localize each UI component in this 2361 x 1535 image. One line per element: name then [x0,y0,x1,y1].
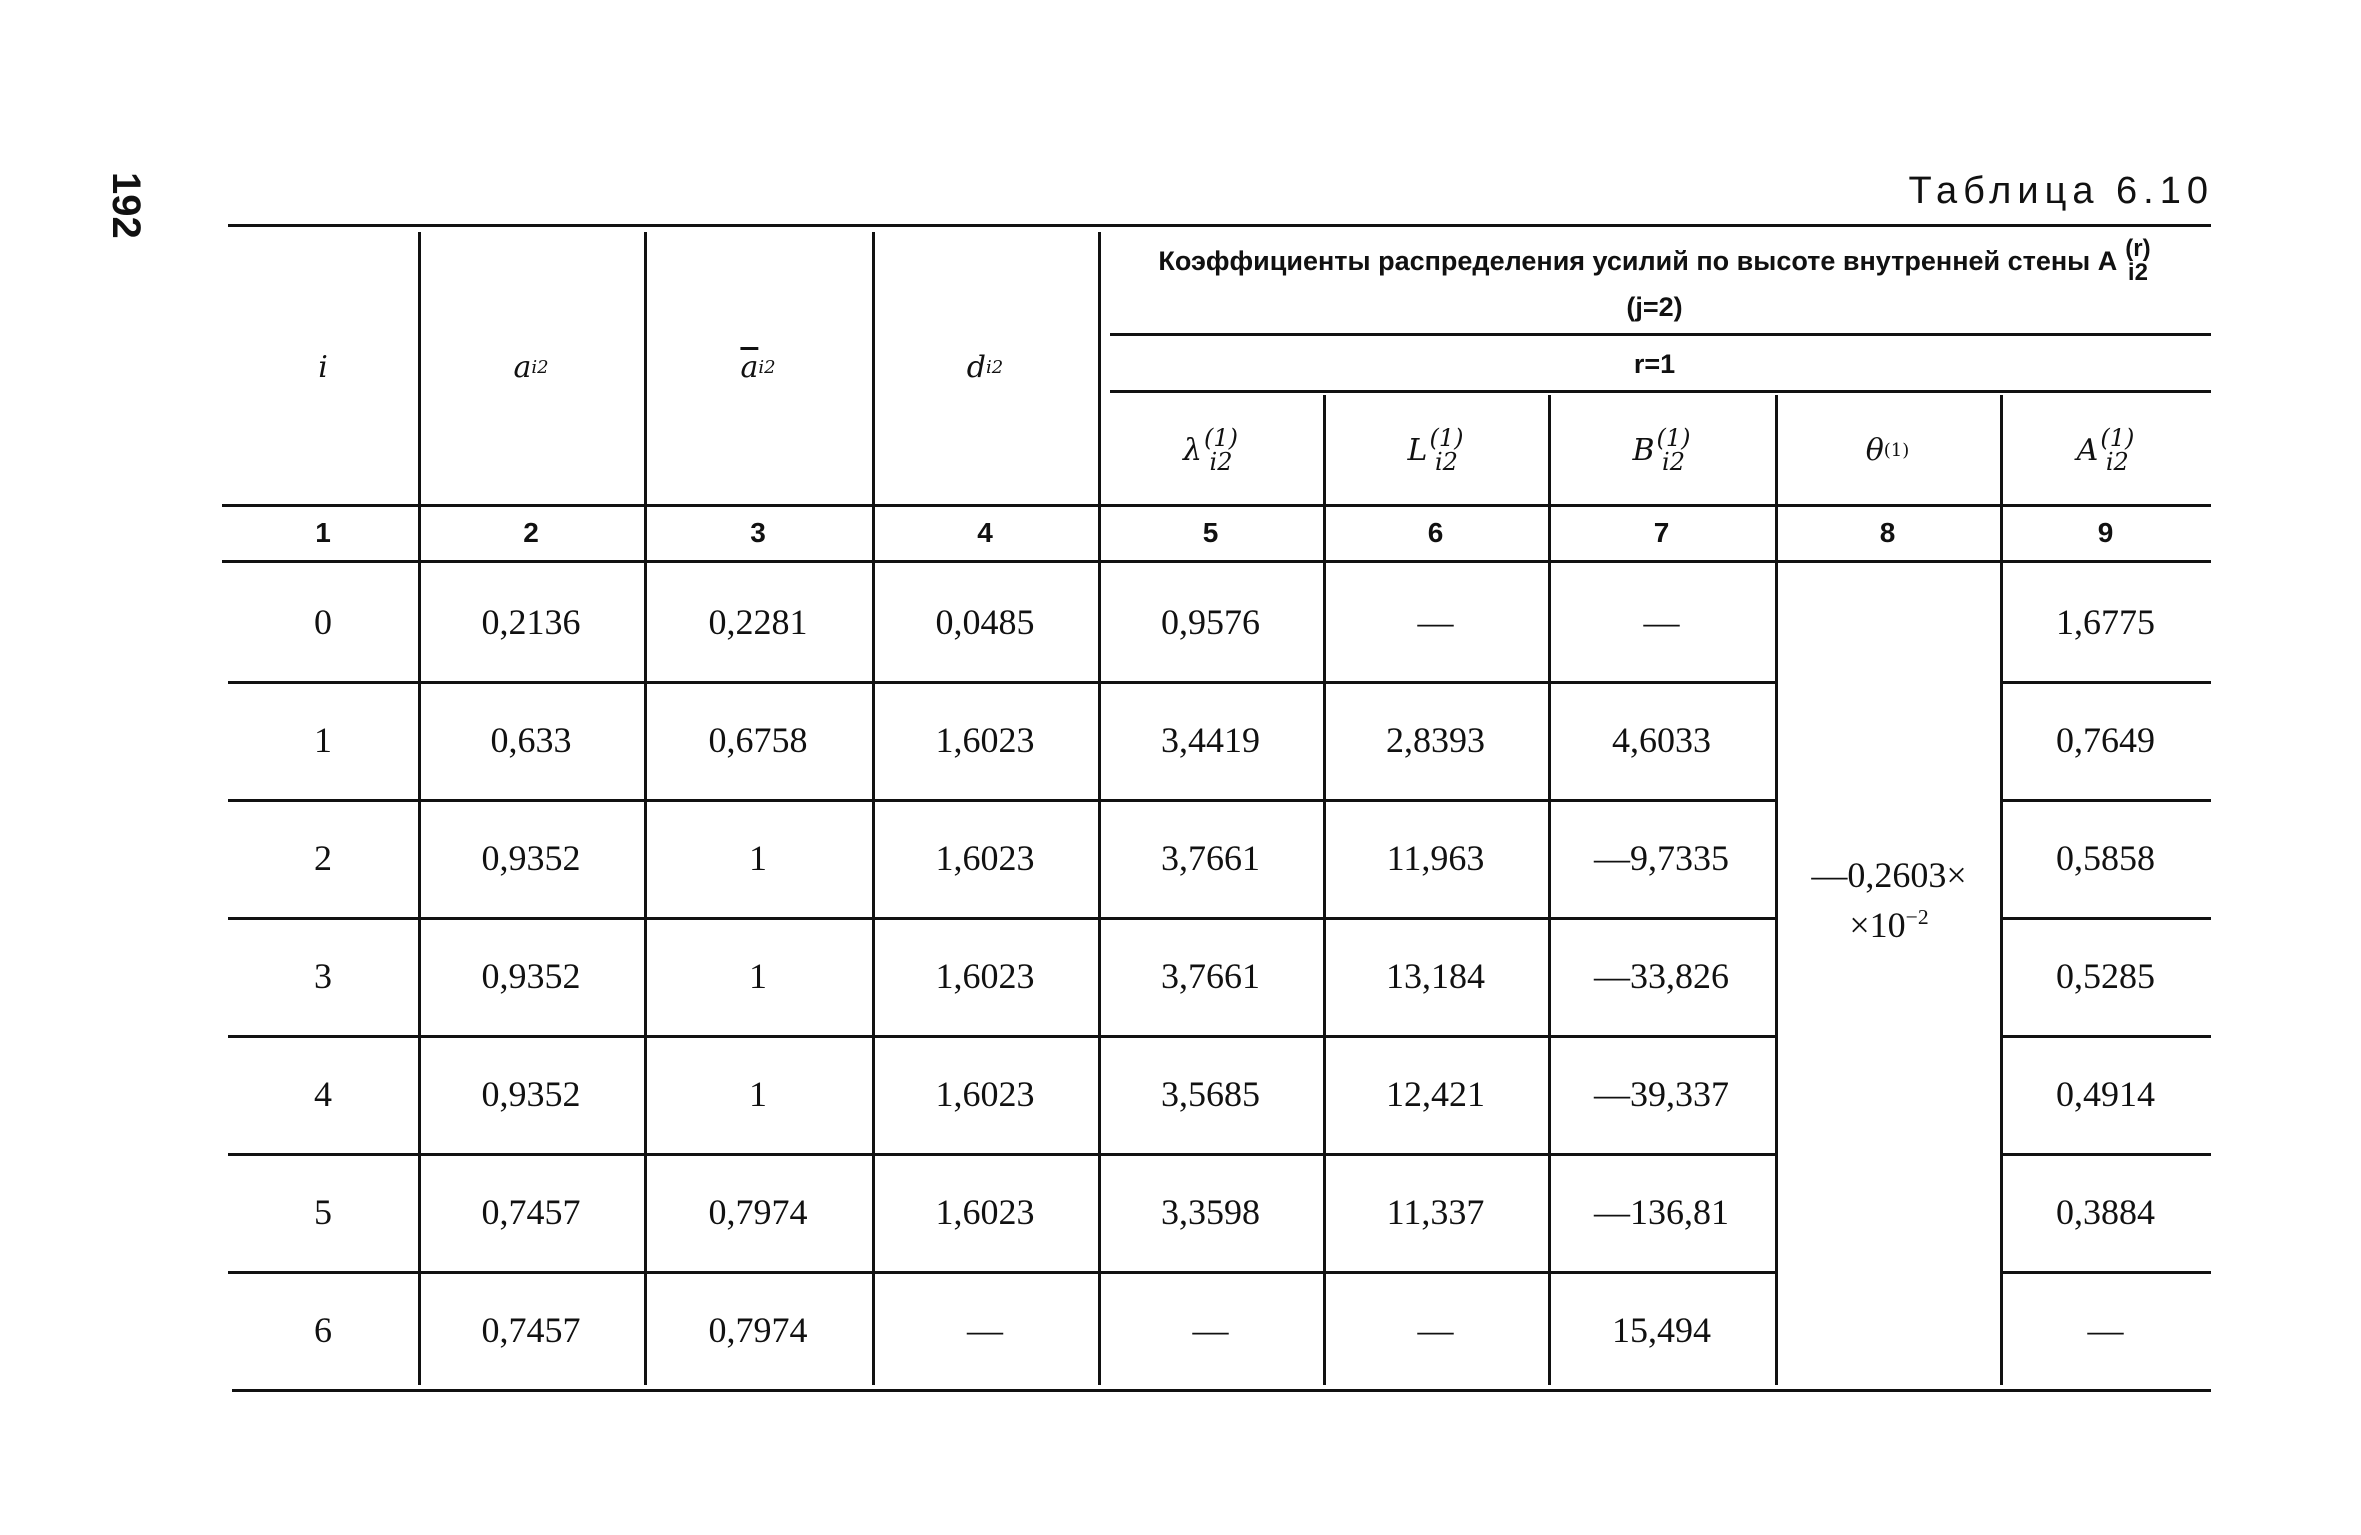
cell-a: 0,7457 [481,1192,581,1232]
row-separator [2003,1153,2211,1156]
cell-a: 0,633 [490,720,572,760]
cell-B: 4,6033 [1612,720,1711,760]
cell-i: 3 [314,956,332,996]
cell-d: 1,6023 [935,838,1035,878]
column-number-rule [222,560,2211,563]
cell-a: 0,7457 [481,1310,581,1350]
column-rule [872,232,875,1385]
row-separator [228,681,1775,684]
cell-L: 12,421 [1386,1074,1485,1114]
cell-i: 5 [314,1192,332,1232]
cell-L: 13,184 [1386,956,1485,996]
cell-d: 1,6023 [935,1192,1035,1232]
cell-d: 1,6023 [935,956,1035,996]
row-separator [2003,917,2211,920]
cell-a: 0,9352 [481,956,581,996]
cell-lambda: 3,4419 [1161,720,1260,760]
cell-lambda: — [1192,1310,1229,1350]
table-top-rule [228,224,2211,227]
cell-A: 0,4914 [2056,1074,2155,1114]
row-separator [2003,1271,2211,1274]
theta-value-line1: —0,2603× [1811,855,1967,895]
theta-value-line2: $\times 10^{-2}$ [1849,905,1929,945]
cell-A: 0,3884 [2056,1192,2155,1232]
cell-L: 11,337 [1386,1192,1485,1232]
cell-a: 0,2136 [481,602,581,642]
header-bottom-rule [222,504,2211,507]
theta-value-cell [1778,800,2000,1000]
cell-lambda: 3,7661 [1161,956,1260,996]
group-header-title: Коэффициенты распределения усилий по высоте внутренней стены A (r) i2 [1158,235,2151,286]
cell-a: 0,9352 [481,1074,581,1114]
header-a: a i2 [513,350,549,385]
column-number-6: 6 [1427,517,1444,548]
column-number-9: 9 [2097,517,2114,548]
r-label-rule [1110,390,2211,393]
cell-B: 15,494 [1612,1310,1711,1350]
column-number-5: 5 [1202,517,1219,548]
header-a-bar: $\overline{a}$ i2 [740,350,776,385]
cell-d: — [967,1310,1003,1350]
cell-L: 11,963 [1386,838,1485,878]
row-separator [228,917,1775,920]
cell-A: 0,5858 [2056,838,2155,878]
column-rule [418,232,421,1385]
column-rule [1098,232,1101,1385]
column-number-4: 4 [977,517,993,548]
row-separator [228,1035,1775,1038]
cell-A: 0,5285 [2056,956,2155,996]
row-separator [228,1153,1775,1156]
header-theta: θ (1) [1865,432,1910,468]
cell-abar: 1 [749,1074,767,1114]
cell-abar: 0,2281 [708,602,808,642]
column-number-2: 2 [523,517,539,548]
cell-B: —39,337 [1594,1074,1729,1114]
row-separator [2003,799,2211,802]
cell-abar: 0,6758 [708,720,808,760]
column-number-3: 3 [750,517,766,548]
cell-i: 4 [314,1074,332,1114]
header-B: B (1) i2 [1632,424,1691,476]
row-separator [2003,1035,2211,1038]
cell-lambda: 0,9576 [1161,602,1260,642]
column-number-7: 7 [1653,517,1670,548]
cell-i: 0 [314,602,332,642]
header-A: A (1) i2 [2076,424,2135,476]
page-number: 192 [104,172,148,239]
cell-d: 1,6023 [935,720,1035,760]
table-bottom-rule [232,1389,2211,1392]
r-label: r=1 [1633,348,1676,379]
cell-B: —136,81 [1594,1192,1729,1232]
header-L: L (1) i2 [1407,424,1464,476]
cell-A: 0,7649 [2056,720,2155,760]
group-sup-sub: (r) i2 [2125,235,2151,286]
row-separator [2003,681,2211,684]
cell-lambda: 3,5685 [1161,1074,1260,1114]
table-title: Таблица 6.10 [1908,170,2214,212]
cell-B: —33,826 [1594,956,1729,996]
group-header-j: (j=2) [1626,292,1683,322]
cell-L: — [1417,1310,1454,1350]
column-rule [1323,395,1326,1385]
cell-B: — [1643,602,1680,642]
cell-lambda: 3,3598 [1161,1192,1260,1232]
column-number-8: 8 [1879,517,1896,548]
header-d: d i2 [966,350,1004,385]
cell-abar: 0,7974 [708,1192,808,1232]
cell-abar: 0,7974 [708,1310,808,1350]
cell-abar: 1 [749,838,767,878]
cell-abar: 1 [749,956,767,996]
column-number-1: 1 [315,517,331,548]
cell-d: 0,0485 [935,602,1035,642]
cell-A: — [2087,1310,2124,1350]
cell-a: 0,9352 [481,838,581,878]
cell-i: 2 [314,838,332,878]
header-lambda: λ (1) i2 [1182,424,1238,476]
row-separator [228,1271,1775,1274]
cell-L: — [1417,602,1454,642]
cell-d: 1,6023 [935,1074,1035,1114]
row-separator [228,799,1775,802]
header-i: i [318,350,328,385]
column-rule [1775,395,1778,1385]
column-rule [1548,395,1551,1385]
cell-i: 6 [314,1310,332,1350]
cell-i: 1 [314,720,332,760]
group-title-rule [1110,333,2211,336]
cell-B: —9,7335 [1594,838,1729,878]
column-rule [644,232,647,1385]
column-rule [2000,395,2003,1385]
cell-A: 1,6775 [2056,602,2155,642]
cell-L: 2,8393 [1386,720,1485,760]
cell-lambda: 3,7661 [1161,838,1260,878]
